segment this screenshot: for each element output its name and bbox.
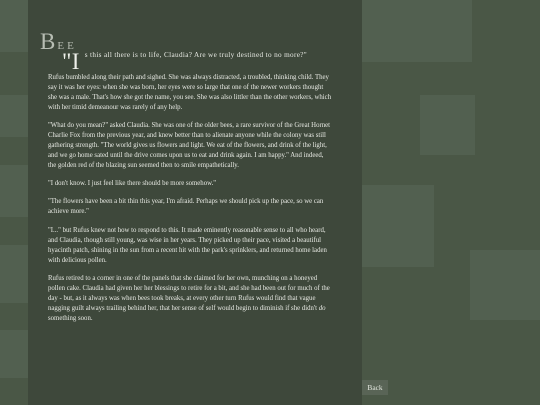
back-button[interactable]: Back — [362, 380, 388, 395]
background-tile — [0, 95, 28, 137]
story-paragraph: "What do you mean?" asked Claudia. She was one of the older bees, a rare survivor of the Great Hornet Charlie Fox from the previous year, and knew better than to alienate anyone while the colony was still gathering strength. "The world gives us flowers and light. We eat of the flowers, and drink of the light, and we go home sated until the drive comes upon us to eat and drink again. I am happy." And indeed, the golden red of the blazing sun seemed then to smile empathetically. — [48, 122, 331, 169]
story-paragraph: Rufus bumbled along their path and sighed. She was always distracted, a troubled, thinking child. They say it was her eyes: when she was born, her eyes were so large that one of the newer workers thought she was a male. That's how she got the name, you see. She was also littler than the other workers, which with her timid demeanour was rarely of any help. — [48, 73, 332, 111]
background-tile — [0, 0, 28, 52]
last-text-after: something soon. — [48, 314, 93, 322]
background-tile — [420, 95, 475, 155]
background-tile — [0, 330, 28, 378]
story-text — [48, 51, 332, 332]
background-tile — [362, 0, 472, 62]
title-rest: EE — [57, 40, 77, 52]
title-first-letter: B — [40, 29, 58, 54]
story-paragraph: "I..." but Rufus knew not how to respond to this. It made eminently reasonable sense to all who heard, and Claudia, though still young, was wise in her years. They picked up their pace, visited a beautiful hyacinth patch, shining in the sun from a recent hit with the park's sprinklers, and returned home laden with delicious pollen. — [48, 226, 327, 264]
story-paragraph: "The flowers have been a bit thin this year, I'm afraid. Perhaps we should pick up the pace, so we can achieve more." — [48, 198, 324, 216]
background-tile — [0, 165, 28, 217]
drop-cap: "I — [62, 49, 80, 74]
background-tile — [0, 245, 28, 303]
background-tile — [362, 185, 434, 267]
story-paragraph: "I don't know. I just feel like there should be more somehow." — [48, 180, 217, 188]
opening-text: s this all there is to life, Claudia? Are we truly destined to no more?" — [84, 51, 308, 59]
emphasis-text: do — [318, 304, 326, 312]
opening-paragraph — [48, 49, 332, 74]
background-tile — [470, 250, 540, 320]
story-paragraph-last — [48, 274, 332, 324]
last-text-before: Rufus retired to a corner in one of the panels that she claimed for her own, munching on a honeyed pollen cake. Claudia had given her her blessings to retire for a bit, and she had been out for much of the day - but, as it always was when bees took breaks, at every other turn Rufus would find that vague nagging guilt always trailing behind her, that her sense of self would begin to diminish if she didn't — [48, 274, 330, 312]
